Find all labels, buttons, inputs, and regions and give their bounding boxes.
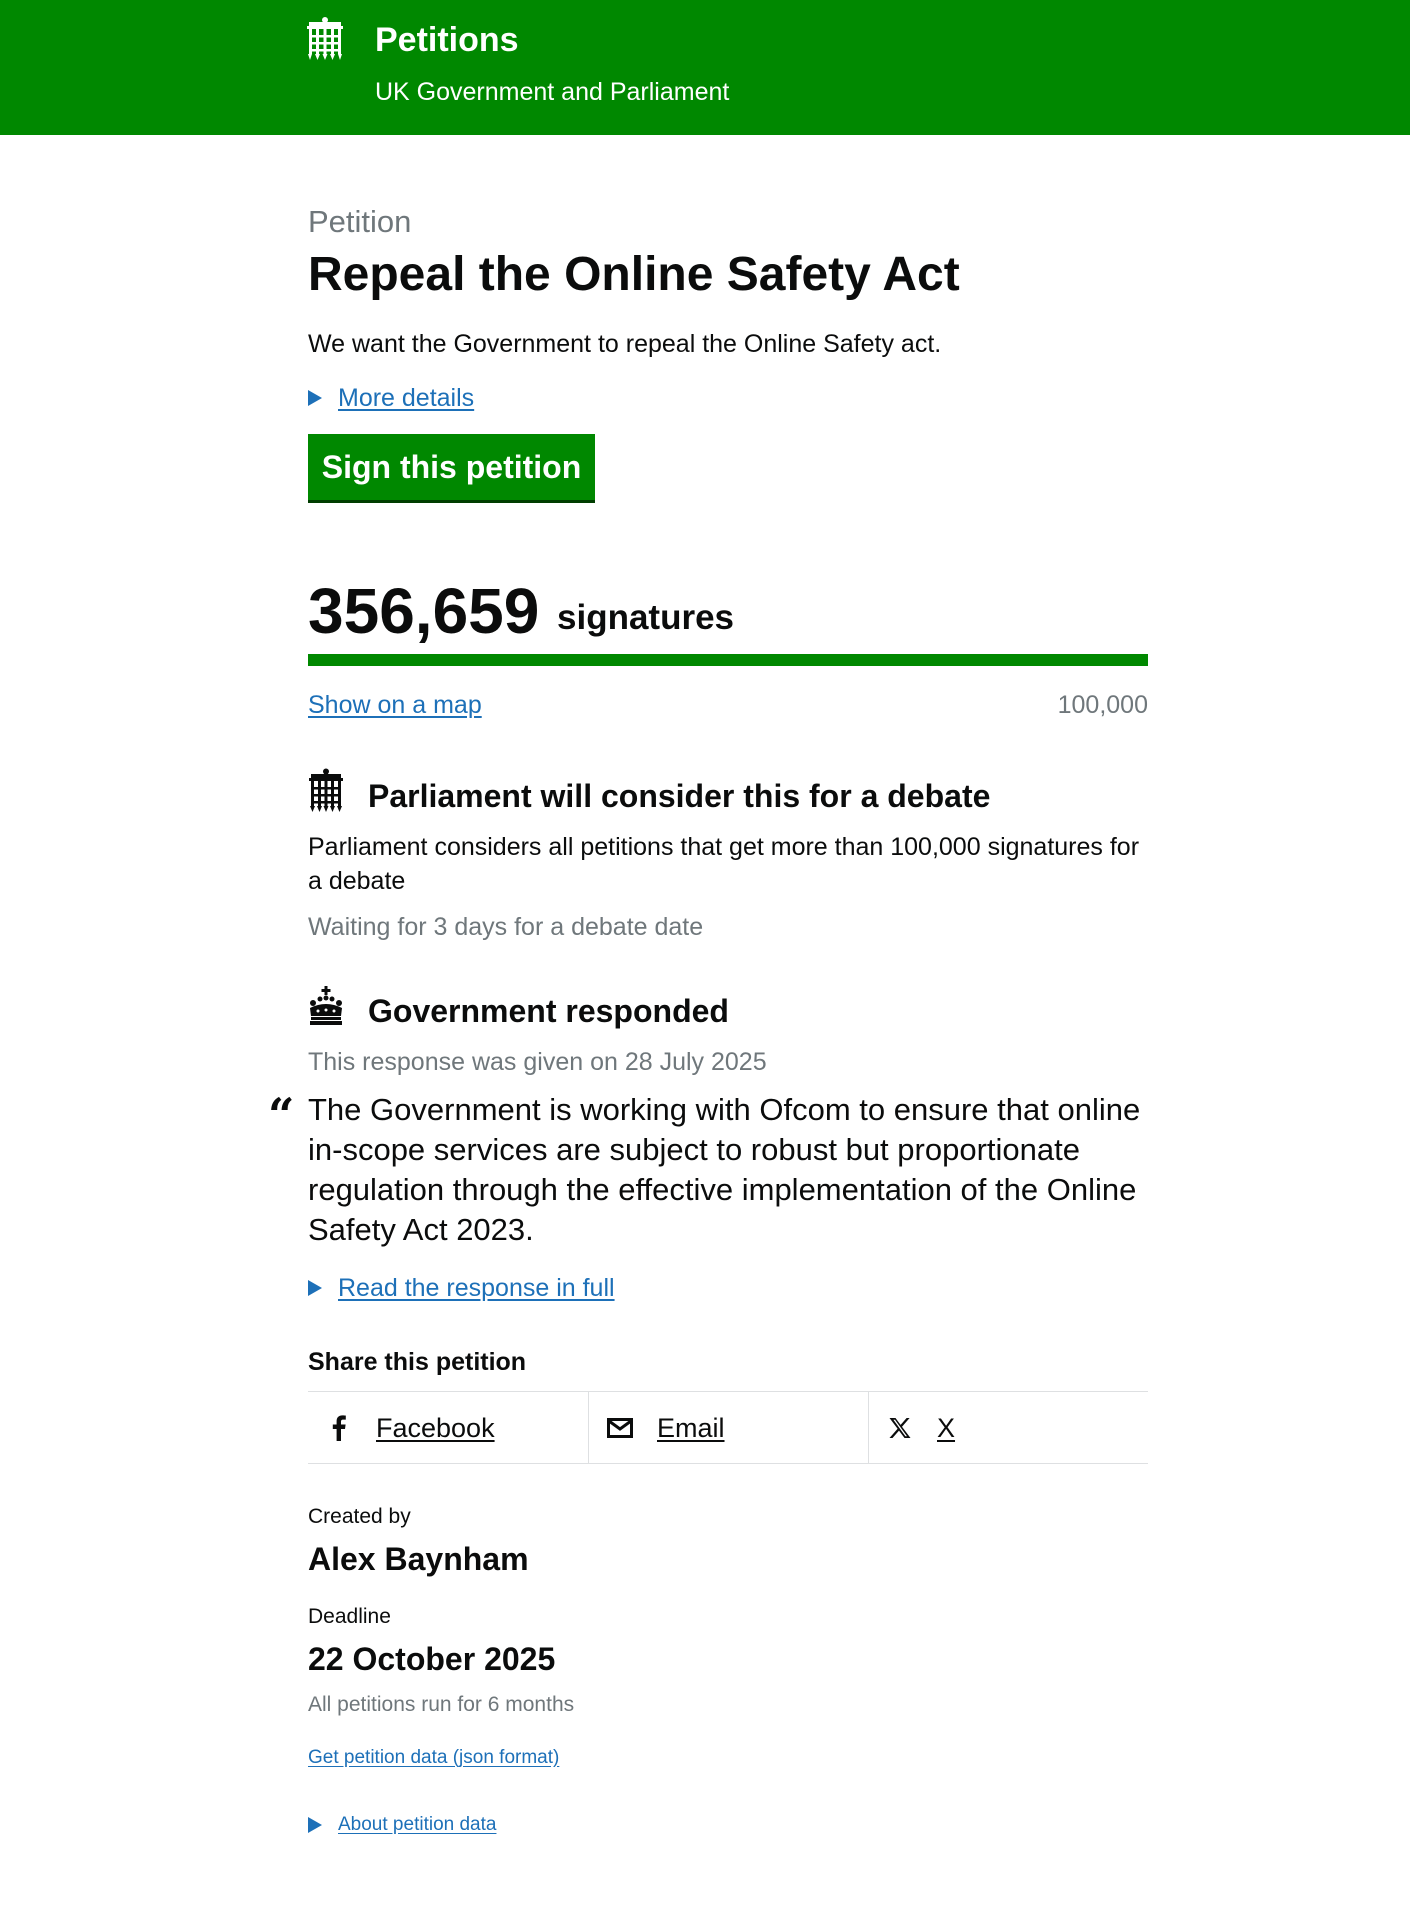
deadline-date: 22 October 2025 (308, 1641, 556, 1677)
share-x[interactable] (868, 1392, 1148, 1464)
share-facebook-label[interactable]: Facebook (376, 1412, 495, 1443)
signature-threshold: 100,000 (1057, 691, 1148, 719)
response-summary: The Government is working with Ofcom to ensure that online in-scope services are subject to robust but proportionate regulation through the effective implementation of the Online Safety Act 2023. (308, 1092, 1141, 1247)
debate-status: Waiting for 3 days for a debate date (308, 913, 704, 941)
signature-count: 356,659 (308, 575, 540, 647)
about-data-link[interactable]: About petition data (338, 1814, 497, 1835)
signature-progress-bar (308, 654, 1148, 666)
share-x-label[interactable]: X (937, 1412, 956, 1443)
site-header (0, 0, 1410, 135)
duration-note: All petitions run for 6 months (308, 1693, 575, 1716)
json-data-link[interactable]: Get petition data (json format) (308, 1747, 560, 1768)
creator-name: Alex Baynham (308, 1541, 529, 1577)
portcullis-icon (308, 768, 344, 812)
debate-description: Parliament considers all petitions that get more than 100,000 signatures for a debate (308, 833, 1140, 895)
signature-label: signatures (557, 598, 734, 637)
government-response-heading: Government responded (368, 993, 729, 1029)
share-facebook[interactable] (308, 1392, 588, 1464)
email-icon (607, 1415, 633, 1441)
triangle-right-icon (308, 390, 322, 406)
facebook-icon (326, 1415, 352, 1441)
portcullis-icon[interactable] (305, 16, 345, 60)
triangle-right-icon (308, 1817, 322, 1833)
page-title: Repeal the Online Safety Act (308, 248, 960, 301)
read-response-toggle[interactable] (308, 1270, 615, 1306)
quote-mark-icon: “ (268, 1088, 295, 1142)
share-email[interactable] (588, 1392, 868, 1464)
signature-progress-fill (308, 654, 1148, 666)
site-subtitle: UK Government and Parliament (375, 78, 730, 106)
triangle-right-icon (308, 1280, 322, 1296)
debate-heading: Parliament will consider this for a debate (368, 778, 991, 814)
share-email-label[interactable]: Email (657, 1412, 725, 1443)
about-data-toggle[interactable] (308, 1810, 496, 1840)
deadline-label: Deadline (308, 1605, 391, 1628)
x-icon (887, 1415, 913, 1441)
crown-icon (308, 986, 344, 1026)
share-links (308, 1391, 1148, 1464)
petition-label: Petition (308, 204, 412, 239)
show-on-map-link[interactable]: Show on a map (308, 691, 482, 719)
petition-action: We want the Government to repeal the Online Safety act. (308, 330, 942, 358)
more-details-toggle[interactable] (308, 380, 474, 416)
read-response-link[interactable]: Read the response in full (338, 1274, 615, 1302)
response-date: This response was given on 28 July 2025 (308, 1048, 767, 1076)
sign-petition-button[interactable]: Sign this petition (308, 434, 595, 500)
created-by-label: Created by (308, 1505, 411, 1528)
site-title[interactable]: Petitions (375, 21, 519, 59)
share-heading: Share this petition (308, 1348, 527, 1376)
more-details-link[interactable]: More details (338, 384, 475, 412)
